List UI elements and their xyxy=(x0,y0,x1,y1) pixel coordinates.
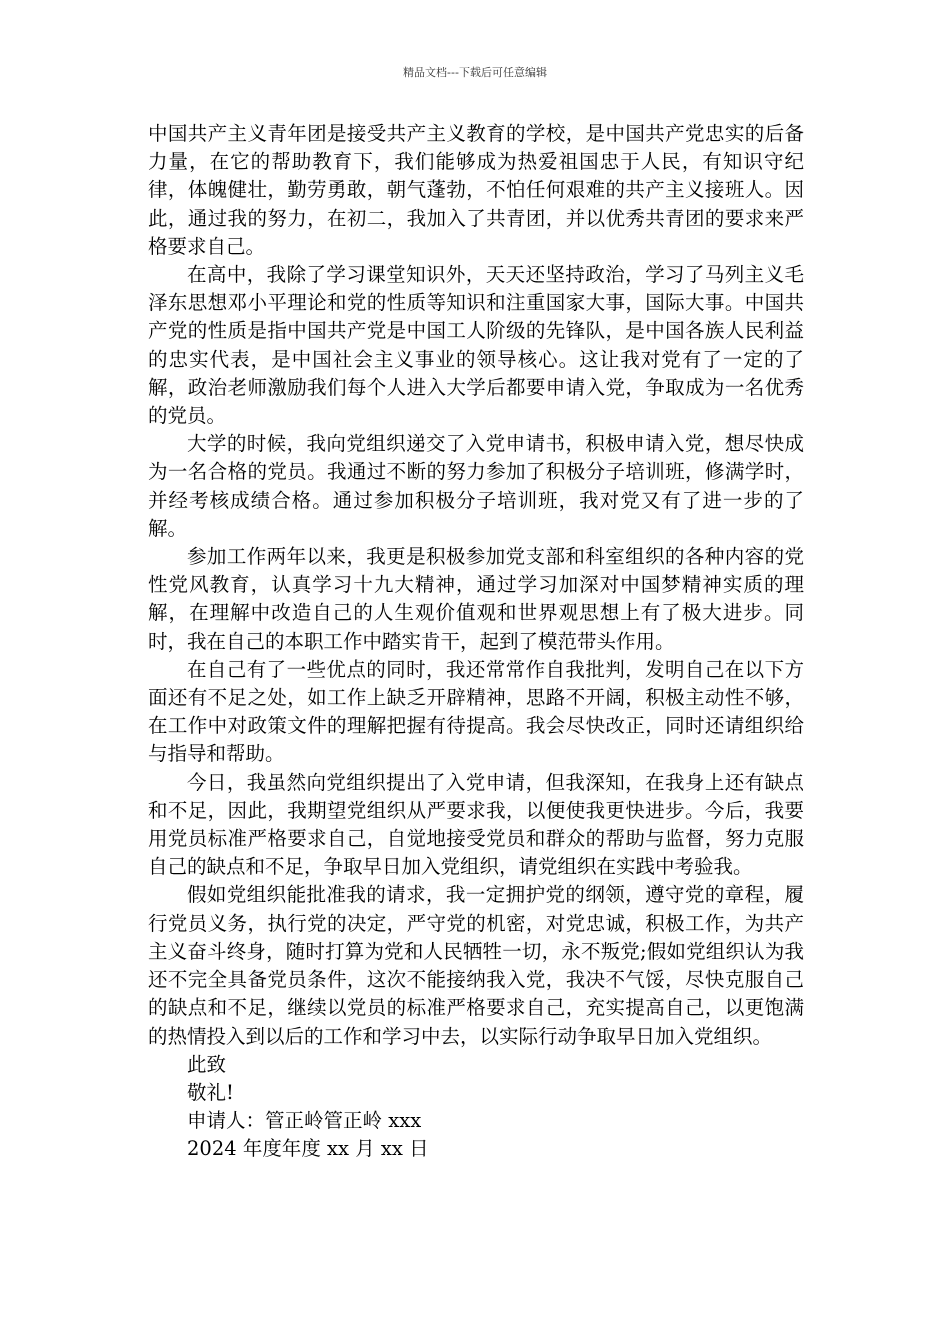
applicant-signature: 申请人：管正岭管正岭 xxx xyxy=(187,1109,422,1133)
closing-regards: 敬礼! xyxy=(187,1080,234,1104)
paragraph-4: 参加工作两年以来，我更是积极参加党支部和科室组织的各种内容的党性党风教育，认真学习十九大精神，通过学习加深对中国梦精神实质的理解，在理解中改造自己的人生观价值观和世界观思想上有了极大进步。同时，我在自己的本职工作中踏实肯干，起到了模范带头作用。 xyxy=(148,545,804,653)
paragraph-3: 大学的时候，我向党组织递交了入党申请书，积极申请入党，想尽快成为一名合格的党员。我通过不断的努力参加了积极分子培训班，修满学时，并经考核成绩合格。通过参加积极分子培训班，我对党又有了进一步的了解。 xyxy=(148,432,804,540)
paragraph-1: 中国共产主义青年团是接受共产主义教育的学校，是中国共产党忠实的后备力量，在它的帮助教育下，我们能够成为热爱祖国忠于人民，有知识守纪律，体魄健壮，勤劳勇敢，朝气蓬勃，不怕任何艰难的共产主义接班人。因此，通过我的努力，在初二，我加入了共青团，并以优秀共青团的要求来严格要求自己。 xyxy=(148,122,804,258)
letter-body xyxy=(148,120,804,1164)
page-header: 精品文档---下载后可任意编辑 xyxy=(403,66,547,79)
paragraph-6: 今日，我虽然向党组织提出了入党申请，但我深知，在我身上还有缺点和不足，因此，我期望党组织从严要求我，以便使我更快进步。今后，我要用党员标准严格要求自己，自觉地接受党员和群众的帮助与监督，努力克服自己的缺点和不足，争取早日加入党组织，请党组织在实践中考验我。 xyxy=(148,770,804,879)
paragraph-7: 假如党组织能批准我的请求，我一定拥护党的纲领，遵守党的章程，履行党员义务，执行党的决定，严守党的机密，对党忠诚，积极工作，为共产主义奋斗终身，随时打算为党和人民牺牲一切，永不叛党;假如党组织认为我还不完全具备党员条件，这次不能接纳我入党，我决不气馁，尽快克服自己的缺点和不足，继续以党员的标准严格要求自己，充实提高自己，以更饱满的热情投入到以后的工作和学习中去，以实际行动争取早日加入党组织。 xyxy=(148,883,804,1048)
paragraph-5: 在自己有了一些优点的同时，我还常常作自我批判，发明自己在以下方面还有不足之处，如工作上缺乏开辟精神，思路不开阔，积极主动性不够，在工作中对政策文件的理解把握有待提高。我会尽快改正，同时还请组织给与指导和帮助。 xyxy=(148,657,804,766)
paragraph-2: 在高中，我除了学习课堂知识外，天天还坚持政治，学习了马列主义毛泽东思想邓小平理论和党的性质等知识和注重国家大事，国际大事。中国共产党的性质是指中国共产党是中国工人阶级的先锋队，是中国各族人民利益的忠实代表，是中国社会主义事业的领导核心。这让我对党有了一定的了解，政治老师激励我们每个人进入大学后都要申请入党，争取成为一名优秀的党员。 xyxy=(148,263,804,428)
closing-salutation: 此致 xyxy=(187,1052,227,1076)
letter-date: 2024 年度年度 xx 月 xx 日 xyxy=(187,1137,429,1161)
